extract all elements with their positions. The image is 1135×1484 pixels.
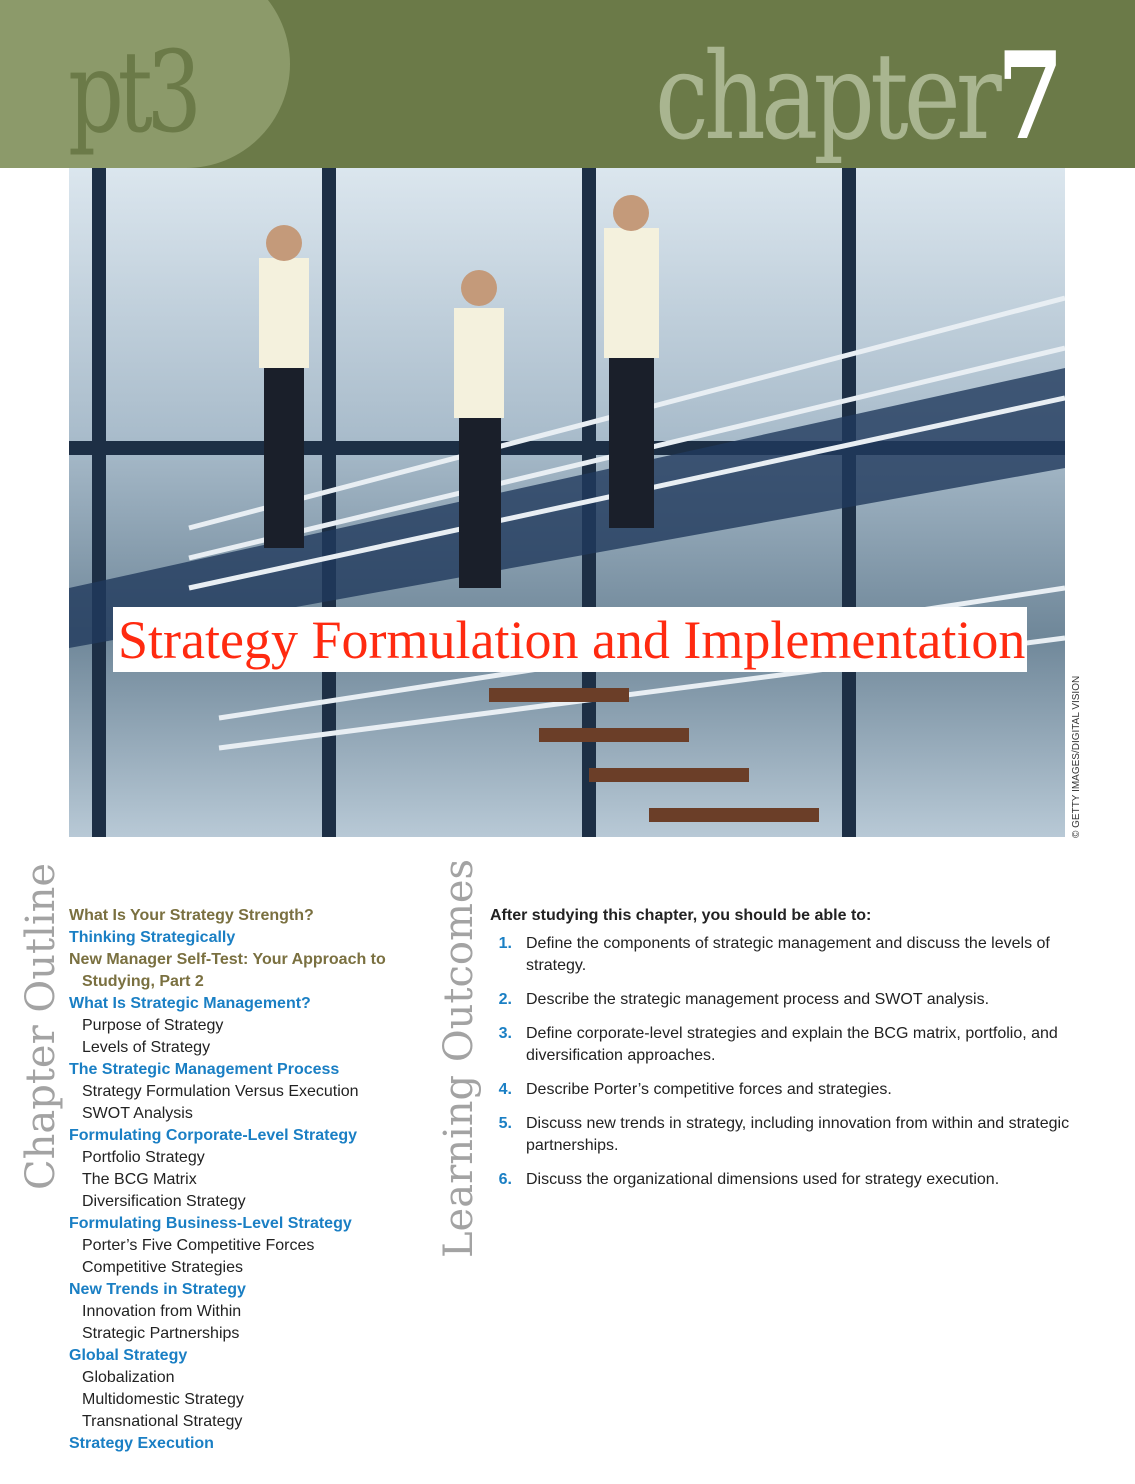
outline-subitem: Purpose of Strategy <box>82 1017 224 1034</box>
outline-subitem: Strategic Partnerships <box>82 1325 240 1342</box>
chapter-photo <box>69 168 1065 837</box>
outline-heading: Formulating Corporate-Level Strategy <box>69 1127 358 1144</box>
outline-subitem: Strategy Formulation Versus Execution <box>82 1083 359 1100</box>
outcome-text: Discuss the organizational dimensions used for strategy execution. <box>526 1171 1000 1188</box>
outcome-text: Describe the strategic management process and SWOT analysis. <box>526 991 990 1008</box>
outcome-number: 2. <box>498 991 512 1008</box>
outline-heading: What Is Strategic Management? <box>69 995 311 1012</box>
chapter-title: Strategy Formulation and Implementation <box>118 610 1026 670</box>
part-number: pt3 <box>68 28 196 158</box>
outline-subitem: Multidomestic Strategy <box>82 1391 244 1408</box>
outcome-number: 1. <box>498 935 512 952</box>
learning-outcomes-label: Learning Outcomes <box>436 858 482 1258</box>
outline-subitem: Innovation from Within <box>82 1303 242 1320</box>
outline-heading: New Trends in Strategy <box>69 1281 246 1298</box>
outcome-item <box>490 1113 1070 1157</box>
learning-outcomes <box>490 905 1070 1191</box>
outcome-item <box>490 1023 1070 1067</box>
outcome-number: 3. <box>498 1025 512 1042</box>
outcome-item <box>490 933 1070 977</box>
photo-credit: © GETTY IMAGES/DIGITAL VISION <box>1071 675 1082 838</box>
outline-heading: The Strategic Management Process <box>69 1061 340 1078</box>
chapter-outline <box>69 905 386 1455</box>
outcome-text: Discuss new trends in strategy, including innovation from within and strategic partnerships. <box>526 1115 1070 1154</box>
outline-subitem: Competitive Strategies <box>82 1259 243 1276</box>
chapter-outline-label: Chapter Outline <box>18 862 64 1190</box>
outcome-text: Describe Porter’s competitive forces and strategies. <box>526 1081 892 1098</box>
outline-heading: Formulating Business-Level Strategy <box>69 1215 352 1232</box>
outline-subitem: Globalization <box>82 1369 175 1386</box>
chapter-header <box>0 0 1135 168</box>
outline-heading: What Is Your Strategy Strength? <box>69 907 314 924</box>
outline-subitem: Transnational Strategy <box>82 1413 243 1430</box>
outline-heading: New Manager Self-Test: Your Approach to <box>69 951 386 968</box>
outcome-item <box>490 1079 1070 1101</box>
outcome-item <box>490 989 1070 1011</box>
outline-subitem: The BCG Matrix <box>82 1171 197 1188</box>
outcome-number: 6. <box>498 1171 512 1188</box>
outcome-text: Define the components of strategic management and discuss the levels of strategy. <box>526 935 1050 974</box>
outcome-item <box>490 1169 1070 1191</box>
outcome-number: 5. <box>498 1115 512 1132</box>
outline-subitem: Levels of Strategy <box>82 1039 211 1056</box>
outline-heading: Studying, Part 2 <box>82 973 204 990</box>
outline-subitem: SWOT Analysis <box>82 1105 193 1122</box>
outline-heading: Strategy Execution <box>69 1435 214 1452</box>
outline-heading: Thinking Strategically <box>69 929 236 946</box>
outline-subitem: Porter’s Five Competitive Forces <box>82 1237 315 1254</box>
chapter-label: chapter7 <box>655 26 1059 167</box>
outcomes-lead: After studying this chapter, you should be able to: <box>490 907 872 924</box>
outcome-text: Define corporate-level strategies and explain the BCG matrix, portfolio, and diversification approaches. <box>526 1025 1058 1064</box>
outline-subitem: Diversification Strategy <box>82 1193 246 1210</box>
outline-heading: Global Strategy <box>69 1347 188 1364</box>
outcome-number: 4. <box>498 1081 512 1098</box>
chapter-number: 7 <box>997 26 1059 167</box>
outline-subitem: Portfolio Strategy <box>82 1149 205 1166</box>
